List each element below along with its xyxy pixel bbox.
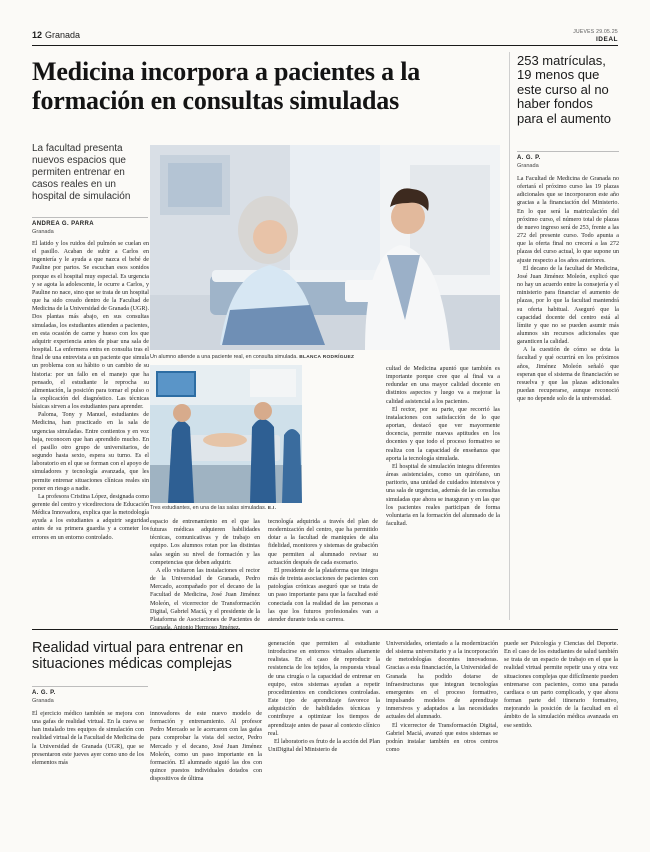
bottom-headline: Realidad virtual para entrenar en situaciones médicas complejas (32, 640, 244, 672)
main-col1 (32, 240, 149, 620)
paragraph: El rector, por su parte, que recorrió las instalaciones con satisfacción de lo que aportan, destacó que ver mayormente docencia, permite nuevas aptitudes en los docentes y que todo el proceso formativo se realiza con la capacidad de enseñanza que aporta la tecnología simulada. (386, 406, 500, 462)
header-rule (32, 45, 618, 46)
paragraph: El laboratorio es fruto de la acción del Plan UniDigital del Ministerio de (268, 738, 380, 754)
bottom-col2 (150, 710, 262, 822)
simulation-room-image (150, 365, 302, 503)
paragraph: generación que permiten al estudiante introducirse en entornos virtuales altamente realistas. En el caso de reproducir la resistencia de los tejidos, la respuesta visual de una cirugía o la capacidad de entrenar en equipo, estos sistemas ayudan a repetir procedimientos en condiciones controladas. Este tipo de aprendizaje favorece la adquisición de habilidades técnicas y contribuye a optimizar los tiempos de aprendizaje antes de pasar al contexto clínico real. (268, 641, 380, 737)
photo2-caption-text: Tres estudiantes, en una de las salas simuladas. (150, 505, 267, 511)
sidebar-byline-rule (517, 151, 619, 152)
paragraph: El ejercicio médico también se mejora con una gafas de realidad virtual. En la cueva se han instalado tres equipos de simulación con realidad virtual de la Facultad de Medicina de la Universidad de Granada (UGR), que se presentaron este jueves ayer como uno de los elementos más (32, 711, 144, 766)
sidebar-divider (509, 52, 510, 620)
bottom-location: Granada (32, 698, 54, 704)
paragraph: A la cuestión de cómo se dota la facultad y qué ocurrirá en los próximos años, Jiménez Moleón señaló que esperan que el sistema de financiación se resuelva y que las plazas adicionales puedan recuperarse, aunque reconoció que no depende solo de la universidad. (517, 347, 619, 403)
main-subhead: La facultad presenta nuevos espacios que permiten entrenar en casos reales en un hospital de simulación (32, 143, 131, 202)
sidebar-location: Granada (517, 163, 539, 169)
main-col4 (386, 365, 500, 620)
bottom-byline: A. G. P. (32, 690, 56, 696)
consultation-scene-image (150, 145, 500, 350)
paragraph: Universidades, orientado a la modernización del sistema universitario y a la incorporación de metodologías docentes innovadoras. Gracias a esta financiación, la Universidad de Granada ha podido dotarse de infraestructuras que integran tecnologías emergentes en el proceso formativo, impulsando modelos de aprendizaje inmersivos y adaptados a las necesidades actuales del alumnado. (386, 641, 498, 721)
paragraph: tecnología adquirida a través del plan de modernización del centro, que ha permitido dotar a la facultad de maniquíes de alta fidelidad, monitores y sistemas de grabación que permiten al alumnado revisar su actuación después de cada escenario. (268, 519, 378, 566)
photo-consultation (150, 145, 500, 350)
paragraph: cultad de Medicina apuntó que también es importante porque cree que al final va a redundar en una mayor calidad docente en distintos aspectos y luego va a mejorar la calidad asistencial a los pacientes. (386, 366, 500, 405)
paragraph: A ello visitaron las instalaciones el rector de la Universidad de Granada, Pedro Mercado, acompañado por el decano de la Facultad de Medicina, José Juan Jiménez Moleón, el vicerrector de Transformación Digital, Gabriel Maciá, y el presidente de la Plataforma de Asociaciones de Pacientes de (150, 567, 260, 623)
bottom-byline-rule (32, 686, 148, 687)
paragraph: El presidente de la plataforma que integra más de treinta asociaciones de pacientes con patologías crónicas aseguró que se trata de un paso importante para que la facultad esté conectada con la realidad de las personas a las que los futuros profesionales van a atender durante toda su carrera. (268, 567, 378, 623)
brand-name: IDEAL (596, 36, 618, 43)
page-number: 12 (32, 30, 43, 40)
sidebar-body (517, 175, 619, 620)
photo2-caption (150, 505, 302, 511)
photo1-caption-text: Un alumno atiende a una paciente real, en consulta simulada. (150, 354, 298, 360)
bottom-col3 (268, 640, 380, 822)
main-headline: Medicina incorpora a pacientes a la formación en consultas simuladas (32, 57, 421, 115)
paragraph: La Facultad de Medicina de Granada no ofertará el próximo curso las 19 plazas adicionales que se incorporaron este año gracias a la financiación del Ministerio. En lo que será la matriculación del próximo curso, el número total de plazas de nuevo ingreso será de 253, frente a las 272 del presente curso. Todo apunta a que la oferta final no crecerá a las 272 plazas del curso actual, lo que supone un ajuste respecto a los años anteriores. (517, 176, 619, 264)
byline-rule (32, 217, 148, 218)
sidebar-headline: 253 matrículas, 19 menos que este curso al no haber fondos para el aumento (517, 53, 611, 126)
paragraph: puede ser Psicología y Ciencias del Deporte. En el caso de los estudiantes de salud también se trata de un espacio de trabajo en el que la realidad virtual permite repetir una y otra vez situaciones complejas que difícilmente pueden entrenarse con pacientes, como una parada cardiaca o un parto complicado, y que ahora forman parte del itinerario formativo, mejorando la posición de la facultad en el ámbito de la simulación médica avanzada en ese sentido. (504, 641, 618, 729)
photo2-credit: E.I. (267, 506, 277, 511)
paragraph: innovadores de este nuevo modelo de formación y entrenamiento. Al profesor Pedro Mercado se le acercaron con las gafas para comprobar la vista del sector, Pedro Mercado y el decano, José Juan Jiménez Moleón, como un paso importante en la formación. El alumnado siguió las dos con quince puestos individuales dotados con dispositivos de última (150, 711, 262, 783)
bottom-col4 (386, 640, 498, 822)
photo1-credit: BLANCA RODRÍGUEZ (299, 355, 355, 360)
main-location: Granada (32, 229, 54, 235)
issue-date: JUEVES 29.05.25 (573, 29, 618, 35)
bottom-col1 (32, 710, 144, 822)
bottom-rule (32, 629, 618, 630)
paragraph: El hospital de simulación integra diferentes áreas asistenciales, como un quirófano, un paritorio, una unidad de cuidados intensivos y una sala de urgencias, además de las consultas simuladas que ahora se inauguran y en las que los pacientes reales participan de forma voluntaria en la formación del alumnado de la facultad. (386, 463, 500, 527)
paragraph: El vicerrector de Transformación Digital, Gabriel Maciá, avanzó que estos sistemas se podrán instalar también en otros centros como (386, 722, 498, 754)
main-col2 (150, 518, 260, 623)
photo-simulation-room (150, 365, 302, 503)
sidebar-byline: A. G. P. (517, 155, 541, 161)
section-name: Granada (45, 30, 81, 40)
paragraph: espacio de entrenamiento en el que las futuras médicas adquieren habilidades técnicas, comunicativas y de trabajo en equipo. Los alumnos rotan por las distintas salas según su nivel de formación y las competencias que deben adquirir. (150, 519, 260, 566)
main-byline: ANDREA G. PARRA (32, 221, 95, 227)
main-col3 (268, 518, 378, 623)
paragraph: El decano de la facultad de Medicina, José Juan Jiménez Moleón, explicó que no hay un acuerdo entre la consejería y el ministerio para financiar el aumento de plazas, por lo que la facultad mantendrá su oferta habitual. Aseguró que la capacidad docente del centro está al límite y que no se pueden asumir más alumnos sin recursos adicionales que garanticen la calidad. (517, 265, 619, 346)
paragraph: Paloma, Tony y Manuel, estudiantes de Medicina, han practicado en la sala de urgencias simuladas. Entre contientos y en voz baja, reconocen que han aprendido mucho. En el pasillo otro grupo de universitarios, de segundo hasta sexto, espera su turno. Es el laboratorio en el que se forman con el apoyo de simuladores y tecnología avanzada, que les permite entrenar situaciones clínicas reales sin poner en riesgo a nadie. (32, 412, 149, 492)
photo1-caption (150, 354, 500, 360)
bottom-col5 (504, 640, 618, 822)
paragraph: La profesora Cristina López, designada como gerente del centro y vicedirectora de Educación Médica Innovadora, explica que la metodología ayuda a los estudiantes a adquirir seguridad antes de su primera guardia y a cometer los errores en un entorno controlado. (32, 493, 150, 541)
paragraph: El latido y los ruidos del pulmón se cuelan en el pasillo. Acaban de subir a Carlos en ingeniería y le ayuda a que nazca el bebé de Pauline por partos. Se escuchan esos sonidos porque es el hospital muy especial. Es urgencia y se agota la adolescente, le ocurre a Carlos, y Pauline no nace, sino que se trata de un hospital que ha sido creado dentro de la Facultad de Medicina de la Universidad de Granada (UGR). Dos plantas más abajo, en sus consultas simuladas, los estudiantes atienden a pacientes, en esta ocasión de carne y hueso con los que adquirir experiencia antes de pisar una sala de hospital. La enfermera entra en consulta tras el final de una entrevista a un paciente que simula un problema con su hábito o un cambio de su historia: por un fallo en el manejo que ha pensado, el estudiante le reprocha su alimentación, la posición para tomar el pulso o la explicación del diagnóstico. Las técnicas básicas sirven a los estudiantes para aprender. (32, 241, 149, 411)
page-header (32, 30, 618, 44)
